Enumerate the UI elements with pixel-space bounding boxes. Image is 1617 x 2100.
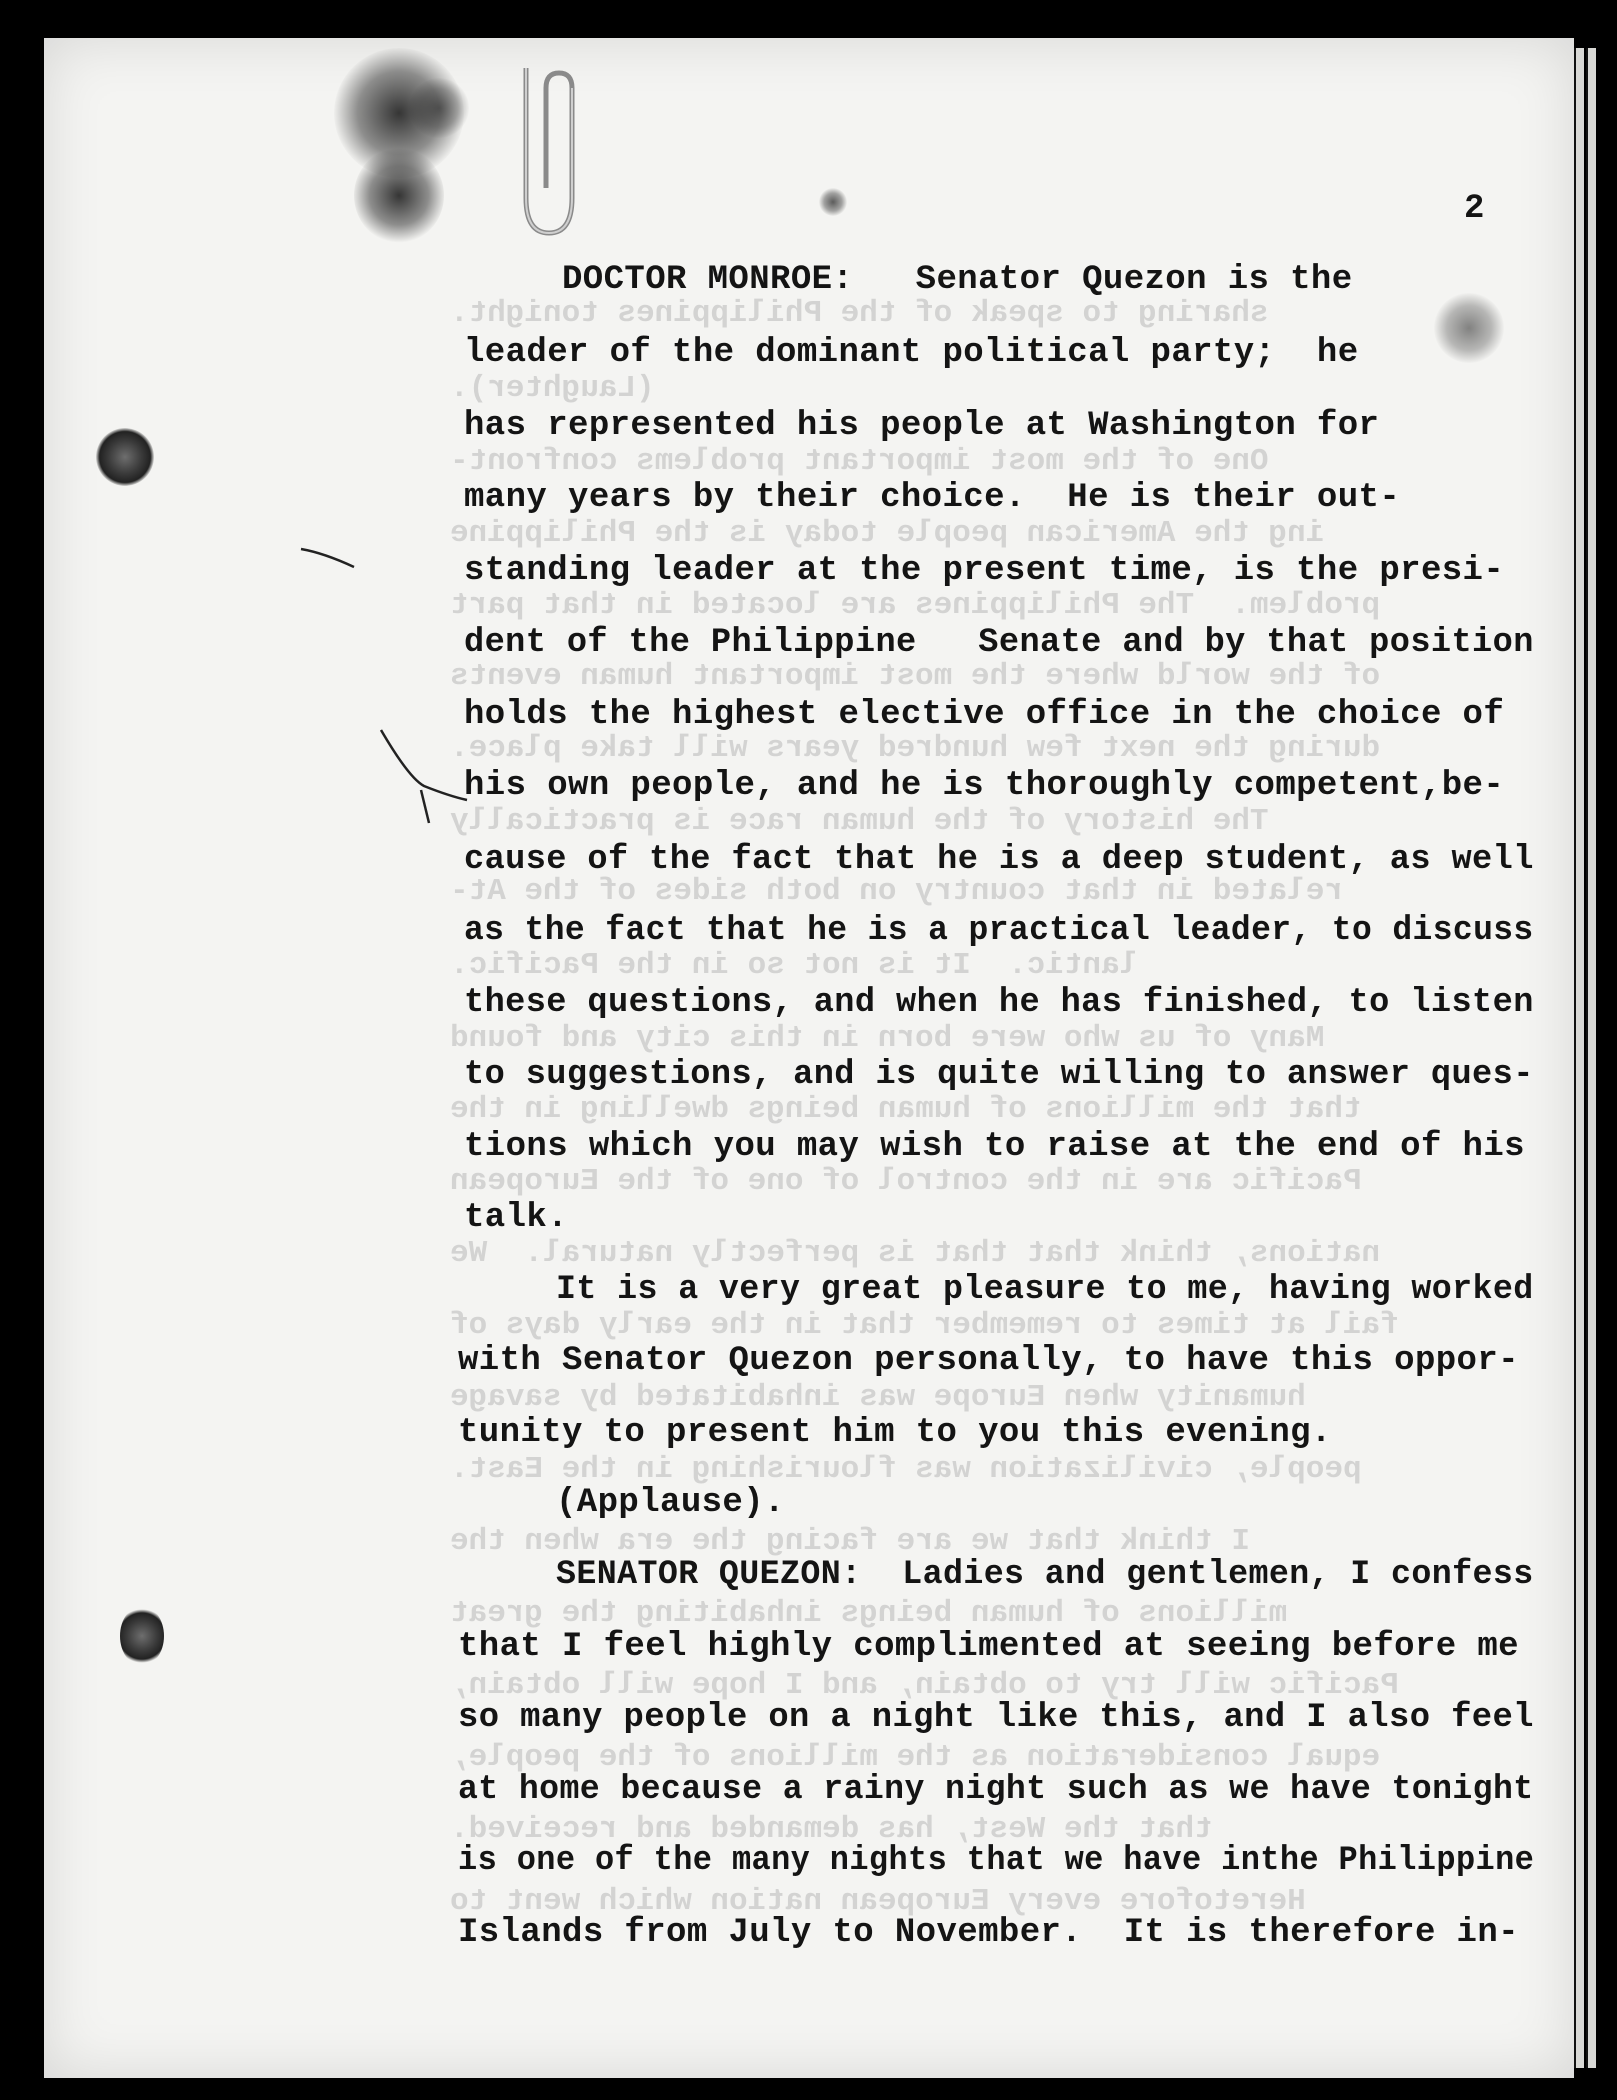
bleed-through-line: during the next few hundred years will take place.	[450, 731, 1381, 766]
page-number: 2	[1464, 190, 1485, 228]
body-line: standing leader at the present time, is the presi-	[464, 552, 1505, 590]
bleed-through-line: sharing to speak of the Philippines tonight.	[450, 296, 1269, 331]
body-line: has represented his people at Washington for	[464, 407, 1380, 445]
bleed-through-line: fail at times to remember that in the early days of	[450, 1308, 1399, 1343]
bleed-through-line: ing the American people today is the Philippine	[450, 516, 1325, 551]
bleed-through-line: millions of human beings inhabiting the great	[450, 1596, 1288, 1631]
ink-speck	[819, 188, 847, 216]
body-line: cause of the fact that he is a deep student, as well	[464, 841, 1534, 879]
bleed-through-line: One of the most important problems confront-	[450, 444, 1269, 479]
bleed-through-line: Many of us who were born in this city and found	[450, 1021, 1325, 1056]
bleed-through-line: Pacific are in the control of one of the European	[450, 1164, 1362, 1199]
bleed-through-line: lantic. It is not so in the Pacific.	[450, 948, 1139, 983]
body-line: tunity to present him to you this evening.	[458, 1414, 1332, 1452]
sheet-edge-1	[1574, 48, 1584, 2068]
ink-smudge	[354, 148, 444, 243]
body-line: holds the highest elective office in the choice of	[464, 696, 1505, 734]
body-line: as the fact that he is a practical leader, to discuss	[464, 912, 1534, 950]
body-line: tions which you may wish to raise at the end of his	[464, 1128, 1525, 1166]
body-line: DOCTOR MONROE: Senator Quezon is the	[562, 261, 1353, 299]
pen-mark	[299, 543, 359, 573]
body-line: dent of the Philippine Senate and by that position	[464, 624, 1534, 662]
paper-sheet	[44, 38, 1574, 2078]
body-line: talk.	[464, 1199, 569, 1237]
body-line: many years by their choice. He is their out-	[464, 479, 1401, 517]
body-line: at home because a rainy night such as we have tonight	[458, 1771, 1534, 1809]
punch-hole-top	[96, 428, 154, 486]
body-line: that I feel highly complimented at seeing before me	[458, 1628, 1519, 1666]
body-line: (Applause).	[556, 1484, 785, 1522]
body-line: his own people, and he is thoroughly competent,be-	[464, 767, 1505, 805]
body-line: with Senator Quezon personally, to have this oppor-	[458, 1342, 1519, 1380]
bleed-through-line: (Laughter).	[450, 371, 655, 406]
ink-smudge	[409, 78, 469, 138]
bleed-through-line: that the millions of human beings dwelling in the	[450, 1092, 1362, 1127]
bleed-through-line: nations, think that that is perfectly natural. We	[450, 1236, 1381, 1271]
body-line: It is a very great pleasure to me, having worked	[556, 1271, 1534, 1309]
sheet-edge-2	[1586, 48, 1596, 2068]
ink-smudge	[1434, 293, 1504, 363]
bleed-through-line: Heretofore every European nation which went to	[450, 1884, 1306, 1919]
bleed-through-line: of the world where the most important human events	[450, 659, 1381, 694]
bleed-through-line: humanity when Europe was inhabitated by savage	[450, 1380, 1306, 1415]
bleed-through-line: equal consideration as the millions of the people,	[450, 1740, 1381, 1775]
bleed-through-line: people, civilization was flourishing in the East.	[450, 1452, 1362, 1487]
body-line: is one of the many nights that we have inthe Philippine	[458, 1842, 1535, 1880]
bleed-through-line: related in that country on both sides of the At-	[450, 874, 1343, 909]
bleed-through-line: that the West, has demanded and received.	[450, 1812, 1213, 1847]
body-line: these questions, and when he has finished, to listen	[464, 984, 1534, 1022]
bleed-through-line: The history of the human race is practically	[450, 804, 1269, 839]
bleed-through-line: I think that we are facing the era when the	[450, 1524, 1250, 1559]
bleed-through-line: problem. The Philippines are located in that part	[450, 588, 1381, 623]
body-line: leader of the dominant political party; he	[464, 334, 1359, 372]
punch-hole-bottom	[120, 1606, 164, 1666]
paper-clip-icon	[514, 68, 584, 243]
body-line: to suggestions, and is quite willing to answer ques-	[464, 1056, 1534, 1094]
body-line: SENATOR QUEZON: Ladies and gentlemen, I confess	[556, 1556, 1534, 1594]
body-line: Islands from July to November. It is therefore in-	[458, 1914, 1519, 1952]
bleed-through-line: Pacific will try to obtain, and I hope will obtain,	[450, 1668, 1399, 1703]
body-line: so many people on a night like this, and I also feel	[458, 1699, 1534, 1737]
